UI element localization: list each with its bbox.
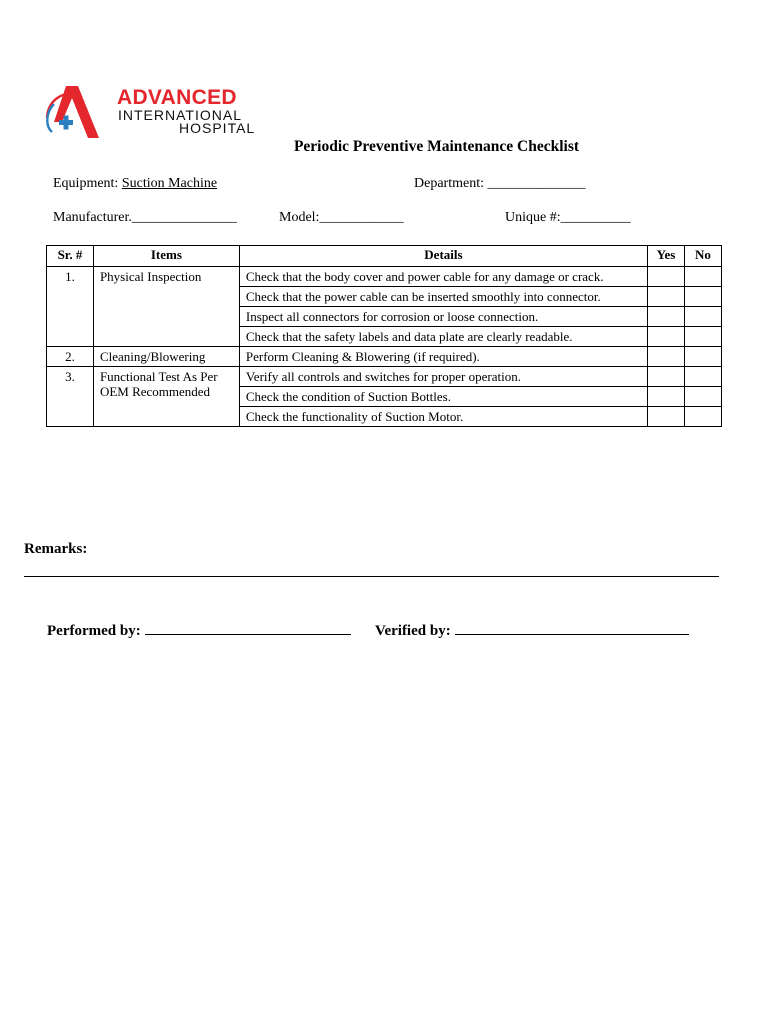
no-checkbox-cell[interactable] (684, 307, 721, 327)
detail-cell: Check that the power cable can be inserted smoothly into connector. (239, 287, 647, 307)
no-checkbox-cell[interactable] (684, 367, 721, 387)
verified-by-label: Verified by: (375, 623, 451, 639)
page-title: Periodic Preventive Maintenance Checklist (293, 138, 580, 155)
model-field[interactable]: Model:____________ (279, 210, 404, 225)
detail-cell: Perform Cleaning & Blowering (if required). (239, 347, 647, 367)
no-checkbox-cell[interactable] (684, 387, 721, 407)
detail-cell: Check the condition of Suction Bottles. (239, 387, 647, 407)
item-cell: Functional Test As Per OEM Recommended (93, 367, 239, 427)
header-sr: Sr. # (47, 246, 94, 267)
manufacturer-field[interactable]: Manufacturer._______________ (53, 210, 237, 225)
table-header-row (47, 246, 722, 267)
unique-number-field[interactable]: Unique #:__________ (505, 210, 631, 225)
no-checkbox-cell[interactable] (684, 407, 721, 427)
yes-checkbox-cell[interactable] (648, 407, 685, 427)
detail-cell: Inspect all connectors for corrosion or loose connection. (239, 307, 647, 327)
page-title-wrap (0, 138, 768, 156)
no-checkbox-cell[interactable] (684, 287, 721, 307)
verified-by-line[interactable] (455, 620, 689, 635)
equipment-label: Equipment: (53, 176, 122, 191)
sr-cell: 3. (47, 367, 94, 427)
logo-text-international: INTERNATIONAL (118, 107, 242, 123)
detail-cell: Check that the safety labels and data plate are clearly readable. (239, 327, 647, 347)
no-checkbox-cell[interactable] (684, 327, 721, 347)
maintenance-checklist-table (46, 245, 722, 427)
sr-cell: 1. (47, 267, 94, 347)
logo-text-hospital: HOSPITAL (179, 120, 256, 136)
yes-checkbox-cell[interactable] (648, 307, 685, 327)
header-yes: Yes (648, 246, 685, 267)
hospital-logo (44, 86, 276, 138)
equipment-value[interactable]: Suction Machine (121, 176, 218, 191)
item-cell: Cleaning/Blowering (93, 347, 239, 367)
hospital-logo-mark-icon (44, 86, 110, 138)
detail-cell: Check the functionality of Suction Motor. (239, 407, 647, 427)
performed-by-label: Performed by: (47, 623, 141, 639)
equipment-field (53, 176, 217, 192)
table-row (47, 267, 722, 287)
logo-text-advanced: ADVANCED (117, 86, 237, 109)
remarks-line[interactable] (24, 576, 719, 577)
table-row (47, 367, 722, 387)
no-checkbox-cell[interactable] (684, 347, 721, 367)
yes-checkbox-cell[interactable] (648, 367, 685, 387)
yes-checkbox-cell[interactable] (648, 267, 685, 287)
verified-by-field (375, 620, 689, 640)
item-cell: Physical Inspection (93, 267, 239, 347)
yes-checkbox-cell[interactable] (648, 327, 685, 347)
detail-cell: Verify all controls and switches for proper operation. (239, 367, 647, 387)
header-no: No (684, 246, 721, 267)
no-checkbox-cell[interactable] (684, 267, 721, 287)
remarks-label: Remarks: (24, 541, 88, 557)
performed-by-field (47, 620, 351, 640)
department-field[interactable]: Department: ______________ (414, 176, 586, 191)
sr-cell: 2. (47, 347, 94, 367)
table-row (47, 347, 722, 367)
performed-by-line[interactable] (145, 620, 351, 635)
yes-checkbox-cell[interactable] (648, 387, 685, 407)
header-items: Items (93, 246, 239, 267)
detail-cell: Check that the body cover and power cable for any damage or crack. (239, 267, 647, 287)
yes-checkbox-cell[interactable] (648, 347, 685, 367)
header-details: Details (239, 246, 647, 267)
yes-checkbox-cell[interactable] (648, 287, 685, 307)
